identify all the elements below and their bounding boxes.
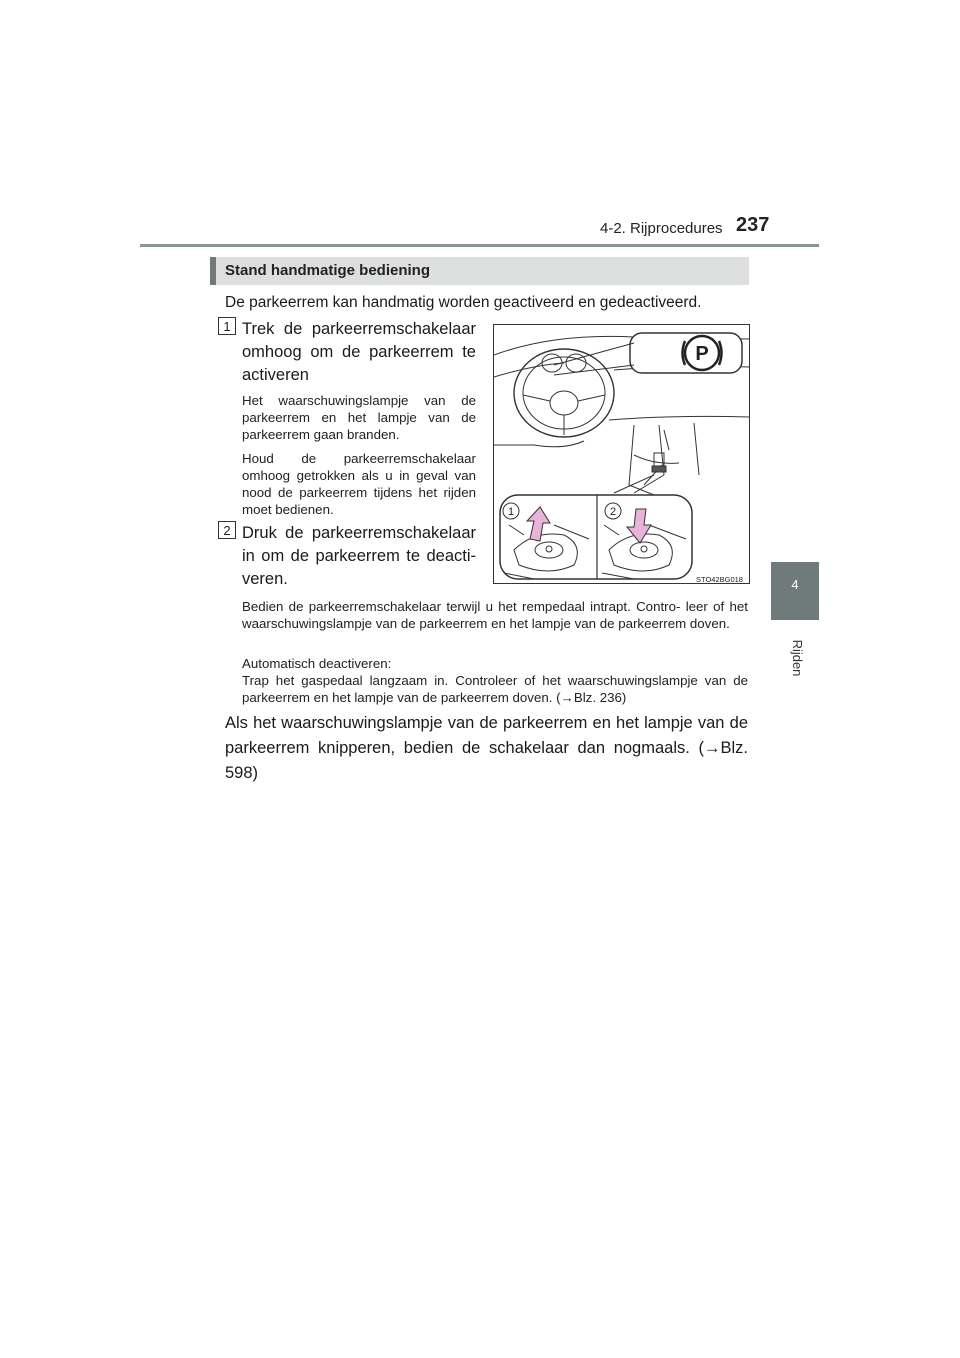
step-1-note-2: Houd de parkeerremschakelaar omhoog getrokken als u in geval van nood de parkeerrem tijdens het rijden moet bedienen. [242,451,476,517]
figure-code: STO42BG018 [696,575,743,584]
running-header-section: 4-2. Rijprocedures [600,220,723,237]
step-1-note-1: Het waarschuwingslampje van de parkeerrem en het lampje van de parkeerrem gaan branden. [242,393,476,442]
section-intro: De parkeerrem kan handmatig worden geactiveerd en gedeactiveerd. [225,294,702,311]
svg-text:2: 2 [609,506,617,518]
dashboard-drawing [494,325,749,583]
step-number-1: 1 [218,317,236,335]
parking-indicator-icon [554,333,742,375]
callout-1 [503,503,519,519]
step-1-title: Trek de parkeerremschakelaar omhoog om de parkeerrem te activeren [242,320,476,384]
header-rule [140,244,819,247]
step-2-title: Druk de parkeerremschakelaar in om de parkeerrem te deacti- veren. [242,524,476,588]
step-2-note-2: Automatisch deactiveren: [242,656,392,671]
closing-paragraph: Als het waarschuwingslampje van de parkeerrem en het lampje van de parkeerrem knipperen, bedien de schakelaar dan nogmaals. (→Blz. 598) [225,714,748,782]
section-heading-marker [210,257,216,285]
section-title: Stand handmatige bediening [225,262,431,279]
step-2-note-3: Trap het gaspedaal langzaam in. Controleer of het waarschuwingslampje van de parkeerrem en het lampje van de parkeerrem doven. (→Blz. 236) [242,673,748,705]
chapter-label: Rijden [790,639,805,677]
step-number-2: 2 [218,521,236,539]
parking-brake-illustration [493,324,750,584]
callout-2 [605,503,621,519]
svg-text:1: 1 [507,506,515,518]
page-number: 237 [736,214,770,236]
indicator-letter: P [695,343,709,365]
step-2-note-1: Bedien de parkeerremschakelaar terwijl u het rempedaal intrapt. Contro- leer of het waarschuwingslampje van de parkeerrem en het lampje van de parkeerrem doven. [242,599,748,631]
chapter-number: 4 [791,577,799,592]
